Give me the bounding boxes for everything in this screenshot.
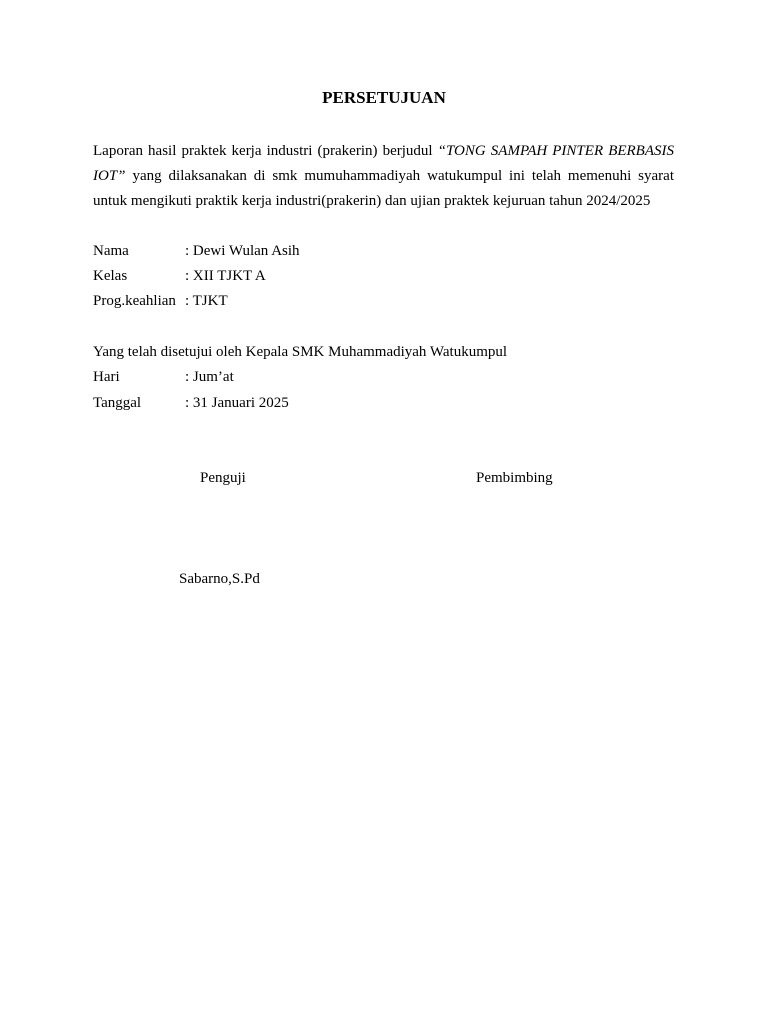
student-class-row [93, 264, 266, 289]
examiner-label: Penguji [200, 470, 246, 486]
examiner-name: Sabarno,S.Pd [179, 571, 260, 587]
schedule-day-row [93, 365, 234, 390]
intro-text-before: Laporan hasil praktek kerja industri (prakerin) berjudul [93, 143, 438, 159]
intro-paragraph [93, 139, 674, 214]
student-class-label: Kelas [93, 268, 128, 284]
report-title: “TONG SAMPAH PINTER BERBASIS IOT” [93, 143, 674, 184]
student-program-label: Prog.keahlian [93, 293, 176, 309]
schedule-date-label: Tanggal [93, 395, 142, 411]
schedule-day-label: Hari [93, 369, 120, 385]
student-program-row [93, 289, 228, 314]
document-title: PERSETUJUAN [322, 88, 446, 107]
intro-text-after: yang dilaksanakan di smk mumuhammadiyah watukumpul ini telah memenuhi syarat untuk mengikuti praktik kerja industri(prakerin) dan ujian praktek kejuruan tahun 2024/2025 [93, 168, 674, 209]
student-name-row [93, 239, 300, 264]
student-program-value: : TJKT [185, 293, 228, 309]
schedule-date-value: : 31 Januari 2025 [185, 395, 289, 411]
student-name-value: : Dewi Wulan Asih [185, 243, 300, 259]
supervisor-label: Pembimbing [476, 470, 553, 486]
student-class-value: : XII TJKT A [185, 268, 266, 284]
approval-statement: Yang telah disetujui oleh Kepala SMK Muhammadiyah Watukumpul [93, 344, 508, 360]
schedule-day-value: : Jum’at [185, 369, 234, 385]
schedule-date-row [93, 391, 289, 416]
student-name-label: Nama [93, 243, 129, 259]
